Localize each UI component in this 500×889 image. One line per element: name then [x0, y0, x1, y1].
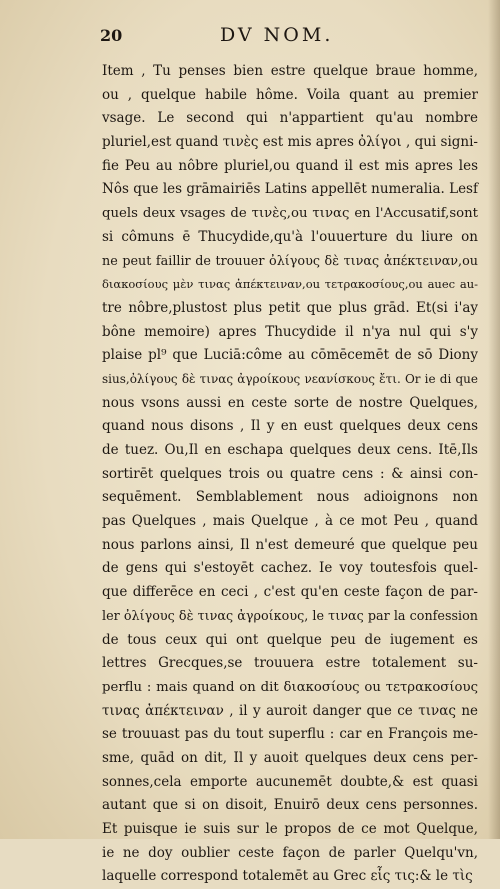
text-line: si cômuns ē Thucydide,qu'à l'ouuerture du liure on [102, 228, 478, 245]
text-line: quels deux vsages de τινὲς,ou τινας en l'Accusatif,sont [102, 206, 478, 222]
text-line: sonnes,cela emporte aucunemēt doubte,& est quasi [102, 773, 478, 790]
text-line: que differēce en ceci , c'est qu'en ceste façon de par- [102, 584, 478, 601]
text-line: perflu : mais quand on dit διακοσίους ou τετρακοσίους [102, 679, 478, 695]
text-line: pluriel,est quand τινὲς est mis apres ὀλίγοι , qui signi- [102, 134, 478, 151]
text-line: autant que si on disoit, Enuirō deux cens personnes. [102, 797, 478, 814]
text-line: quand nous disons , Il y en eust quelques deux cens [102, 418, 478, 435]
text-line: tre nôbre,plustost plus petit que plus grād. Et(si i'ay [102, 299, 478, 316]
page-header [100, 26, 480, 48]
text-line: laquelle correspond totalemēt au Grec εἷς τις:& le τὶς [102, 868, 473, 885]
text-line: ler ὀλίγους δὲ τινας ἀγροίκους, le τινας par la confession [102, 608, 478, 624]
text-line: Nôs que les grāmairiēs Latins appellēt numeralia. Lesf [102, 181, 478, 198]
text-line: Et puisque ie suis sur le propos de ce mot Quelque, [102, 821, 478, 837]
running-head: DV NOM. [220, 24, 334, 46]
text-line: fie Peu au nôbre pluriel,ou quand il est mis apres les [102, 157, 478, 174]
text-line: bône memoire) apres Thucydide il n'ya nul qui s'y [102, 323, 478, 340]
text-line: ou , quelque habile hôme. Voila quant au premier [102, 86, 478, 103]
page-edge-shadow [488, 0, 500, 839]
text-line: τινας ἀπέκτειναν , il y auroit danger que ce τινας ne [102, 702, 478, 719]
text-line: sortirēt quelques trois ou quatre cens : & ainsi con- [102, 465, 478, 482]
page-number: 20 [100, 26, 123, 45]
text-line: διακοσίους μὲν τινας ἀπέκτειναν,ou τετρακοσίους,ou auec au- [102, 277, 478, 292]
text-line: nous vsons aussi en ceste sorte de nostre Quelques, [102, 394, 478, 411]
text-line: ie ne doy oublier ceste façon de parler Quelqu'vn, [102, 844, 478, 861]
text-line: sius,ὀλίγους δὲ τινας ἀγροίκους νεανίσκους ἔτι. Or ie di que [102, 371, 478, 386]
text-line: vsage. Le second qui n'appartient qu'au nombre [102, 110, 478, 127]
text-line: nous parlons ainsi, Il n'est demeuré que quelque peu [102, 536, 478, 553]
text-line: de gens qui s'estoyēt cachez. Ie voy toutesfois quel- [102, 560, 478, 577]
text-line: ne peut faillir de trouuer ὀλίγους δὲ τινας ἀπέκτειναν,ou [102, 253, 478, 269]
text-line: lettres Grecques,se trouuera estre totalement su- [102, 655, 478, 672]
text-line: plaise pl⁹ que Luciā:côme au cōmēcemēt de sō Diony [102, 347, 478, 364]
text-line: de tous ceux qui ont quelque peu de iugement es [102, 631, 478, 648]
text-line: Item , Tu penses bien estre quelque braue homme, [102, 63, 478, 79]
text-line: sme, quād on dit, Il y auoit quelques deux cens per- [102, 749, 478, 766]
text-line: sequēment. Semblablement nous adioignons non [102, 489, 478, 506]
body-text [102, 60, 478, 889]
text-line: se trouuast pas du tout superflu : car en François me- [102, 726, 478, 743]
text-line: pas Quelques , mais Quelque , à ce mot Peu , quand [102, 513, 478, 530]
text-line: de tuez. Ou,Il en eschapa quelques deux cens. Itē,Ils [102, 442, 478, 458]
